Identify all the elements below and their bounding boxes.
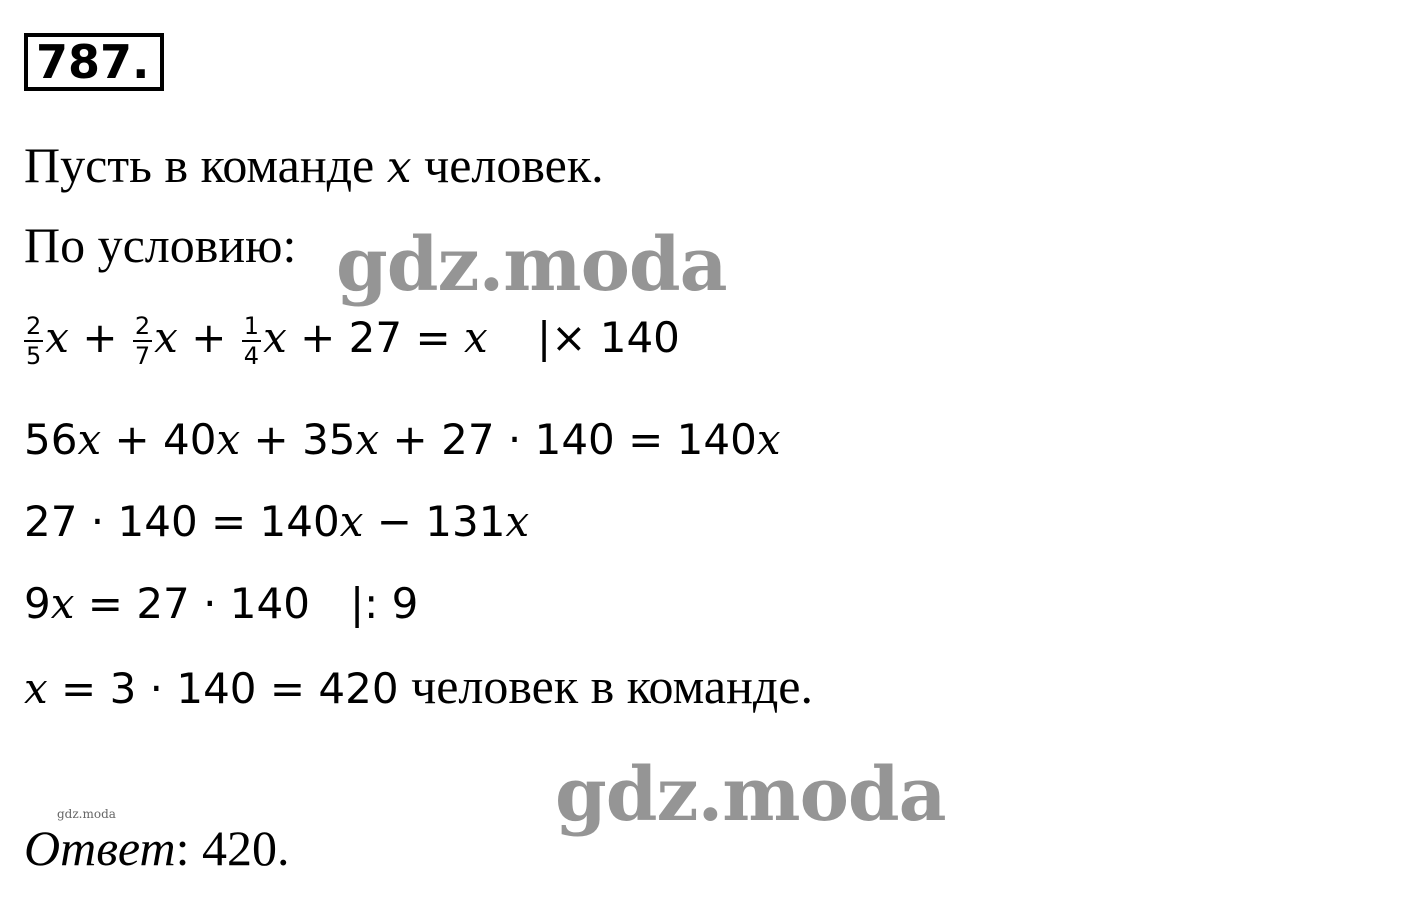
fraction-denominator: 7 [134,341,151,370]
eq3-term: − 131 [363,497,506,546]
equation-1 [22,308,680,370]
eq1-rhs-variable: x [464,313,488,362]
equation-4 [24,574,418,634]
fraction-denominator: 4 [243,341,260,370]
fraction-numerator: 2 [134,311,151,340]
eq2-term: + 27 · 140 = 140 [379,415,757,464]
eq2-variable: x [216,415,241,464]
eq4-term: 9 [24,579,51,628]
eq1-plus: + [191,313,227,362]
intro-variable: x [386,142,412,193]
eq4-term: = 27 · 140 |: 9 [74,579,419,628]
eq1-variable: x [154,313,178,362]
answer-colon: : [175,820,190,876]
fraction-1-4 [242,312,261,370]
eq2-term: + 35 [240,415,356,464]
equation-3 [24,492,529,552]
eq2-variable: x [77,415,102,464]
eq1-variable: x [263,313,287,362]
watermark-small: gdz.moda [57,807,116,821]
fraction-denominator: 5 [26,341,42,370]
eq4-variable: x [50,579,75,628]
equation-2 [24,410,781,470]
intro-text-after: человек. [411,137,604,193]
eq1-plus: + [82,313,118,362]
condition-line: По условию: [24,217,297,273]
watermark-logo: gdz.moda [336,222,727,308]
eq5-variable: x [24,664,48,713]
fraction-2-5 [24,312,43,370]
answer-label: Ответ [24,820,176,876]
eq3-variable: x [339,497,364,546]
answer-value: 420. [189,820,290,876]
answer-line [24,818,289,878]
intro-text-before: Пусть в команде [24,137,387,193]
fraction-numerator: 2 [26,311,42,340]
fraction-numerator: 1 [243,311,260,340]
eq5-math: = 3 · 140 = 420 [47,664,399,713]
eq2-term: 56 [24,415,78,464]
eq3-variable: x [505,497,530,546]
eq2-term: + 40 [101,415,217,464]
eq2-variable: x [756,415,781,464]
fraction-2-7 [133,312,152,370]
eq1-rest: + 27 = [300,313,464,362]
eq1-variable: x [45,313,69,362]
eq3-term: 27 · 140 = 140 [24,497,340,546]
intro-line [24,135,604,198]
watermark-logo: gdz.moda [555,752,946,838]
equation-5 [24,656,813,719]
eq5-text: человек в команде. [398,658,813,714]
task-number: 787. [36,35,150,89]
eq2-variable: x [355,415,380,464]
eq1-multiplier: |× 140 [537,313,680,362]
